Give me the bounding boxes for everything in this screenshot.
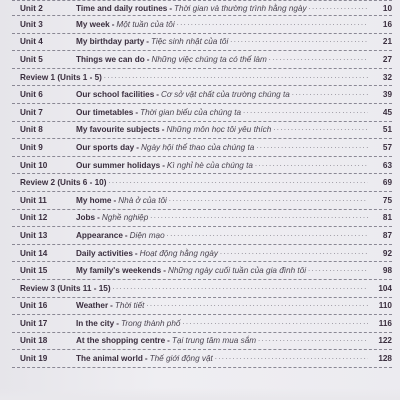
unit-label: Unit 14	[20, 248, 48, 258]
title-separator: -	[136, 142, 139, 152]
unit-title: The animal world	[76, 354, 143, 364]
unit-title-vietnamese: Những ngày cuối tuần của gia đình tôi	[167, 266, 307, 276]
unit-title-vietnamese: Tại trung tâm mua sắm	[171, 336, 257, 346]
title-separator: -	[161, 125, 165, 135]
page-number: 10	[382, 3, 392, 13]
dot-leader	[150, 217, 368, 218]
table-of-contents	[12, 0, 392, 368]
title-separator: -	[135, 107, 139, 117]
page-number: 87	[382, 230, 392, 240]
page-number: 128	[378, 354, 392, 364]
title-separator: -	[144, 354, 148, 364]
unit-title: Our timetables	[76, 107, 134, 117]
dot-leader	[182, 323, 368, 324]
page-number: 122	[378, 336, 392, 346]
page-number: 32	[382, 72, 392, 82]
title-separator: -	[167, 336, 170, 346]
unit-label: Unit 18	[20, 336, 48, 346]
unit-title: At the shopping centre	[76, 336, 166, 346]
review-label: Review 3 (Units 11 - 15)	[20, 283, 111, 293]
dot-leader	[255, 165, 368, 166]
page-number: 110	[378, 301, 392, 311]
dot-leader	[108, 182, 368, 183]
page-number: 98	[382, 266, 392, 276]
dot-leader	[269, 59, 368, 60]
unit-title: Weather	[76, 301, 109, 311]
toc-review-row	[12, 280, 392, 298]
toc-unit-row	[12, 122, 392, 140]
toc-unit-row	[12, 34, 392, 52]
dot-leader	[220, 253, 368, 254]
toc-unit-row	[12, 210, 392, 228]
unit-title: Time and daily routines	[76, 3, 168, 13]
page-number: 39	[382, 90, 392, 100]
title-separator: -	[97, 213, 100, 223]
unit-label: Unit 10	[20, 160, 48, 170]
toc-unit-row	[12, 51, 392, 69]
unit-title-vietnamese: Ngày hội thể thao của chúng ta	[140, 142, 255, 152]
toc-unit-row	[12, 262, 392, 280]
unit-title: Our school facilities	[76, 90, 155, 100]
review-label: Review 2 (Units 6 - 10)	[20, 178, 107, 188]
dot-leader	[243, 112, 368, 113]
unit-title-vietnamese: Thời gian và thường trình hằng ngày	[174, 3, 307, 13]
unit-title-vietnamese: Hoạt động hằng ngày	[139, 248, 218, 258]
page-number: 69	[382, 178, 392, 188]
unit-label: Unit 6	[20, 90, 43, 100]
toc-unit-row	[12, 315, 392, 333]
unit-label: Unit 2	[20, 3, 43, 13]
dot-leader	[104, 77, 368, 78]
unit-label: Unit 19	[20, 354, 48, 364]
unit-label: Unit 4	[20, 37, 43, 47]
toc-unit-row	[12, 298, 392, 316]
dot-leader	[215, 358, 368, 359]
dot-leader	[146, 305, 368, 306]
unit-title: Daily activities	[76, 248, 133, 258]
unit-title-vietnamese: Thế giới động vật	[149, 354, 213, 364]
page-number: 16	[382, 19, 392, 29]
unit-title: Appearance	[76, 230, 123, 240]
unit-title-vietnamese: Thời gian biểu của chúng ta	[140, 107, 242, 117]
unit-label: Unit 16	[20, 301, 48, 311]
page-number: 63	[382, 160, 392, 170]
dot-leader	[273, 129, 368, 130]
page-number: 51	[382, 125, 392, 135]
title-separator: -	[134, 248, 138, 258]
unit-title: Our sports day	[76, 142, 135, 152]
page-number: 116	[378, 318, 392, 328]
unit-label: Unit 11	[20, 195, 47, 205]
unit-title: Things we can do	[76, 54, 145, 64]
toc-unit-row	[12, 1, 392, 16]
dot-leader	[230, 41, 368, 42]
unit-title-vietnamese: Tiệc sinh nhật của tôi	[150, 37, 229, 47]
page-number: 45	[382, 107, 392, 117]
title-separator: -	[163, 266, 166, 276]
dot-leader	[292, 94, 368, 95]
unit-title: My week	[76, 19, 110, 29]
page-number: 104	[378, 283, 392, 293]
page-number: 92	[382, 248, 392, 258]
dot-leader	[167, 235, 368, 236]
page-number: 81	[382, 213, 392, 223]
unit-title-vietnamese: Thời tiết	[114, 301, 145, 311]
title-separator: -	[113, 195, 117, 205]
unit-label: Unit 12	[20, 213, 48, 223]
unit-title-vietnamese: Kì nghỉ hè của chúng ta	[166, 160, 253, 170]
review-label: Review 1 (Units 1 - 5)	[20, 72, 102, 82]
unit-label: Unit 8	[20, 125, 43, 135]
unit-title-vietnamese: Những môn học tôi yêu thích	[166, 125, 272, 135]
unit-label: Unit 5	[20, 54, 43, 64]
title-separator: -	[162, 160, 165, 170]
title-separator: -	[111, 19, 115, 29]
title-separator: -	[169, 3, 173, 13]
unit-title-vietnamese: Trong thành phố	[120, 318, 181, 328]
unit-title: My family's weekends	[76, 266, 162, 276]
toc-unit-row	[12, 86, 392, 104]
unit-label: Unit 3	[20, 19, 43, 29]
title-separator: -	[146, 54, 150, 64]
unit-label: Unit 13	[20, 230, 48, 240]
unit-title: My home	[76, 195, 112, 205]
unit-title: My birthday party	[76, 37, 145, 47]
toc-review-row	[12, 174, 392, 192]
unit-title-vietnamese: Những việc chúng ta có thể làm	[151, 54, 267, 64]
dot-leader	[308, 270, 368, 271]
dot-leader	[169, 200, 368, 201]
toc-unit-row	[12, 227, 392, 245]
unit-title: In the city	[76, 318, 115, 328]
title-separator: -	[156, 90, 159, 100]
unit-label: Unit 15	[20, 266, 48, 276]
title-separator: -	[146, 37, 149, 47]
unit-title: Jobs	[76, 213, 96, 223]
page-number: 57	[382, 142, 392, 152]
dot-leader	[113, 288, 368, 289]
page-number: 21	[382, 37, 392, 47]
toc-unit-row	[12, 333, 392, 351]
unit-label: Unit 7	[20, 107, 43, 117]
toc-unit-row	[12, 245, 392, 263]
page-number: 75	[382, 195, 392, 205]
toc-review-row	[12, 69, 392, 87]
unit-label: Unit 17	[20, 318, 48, 328]
unit-title-vietnamese: Cơ sở vật chất của trường chúng ta	[161, 90, 290, 100]
page-number: 27	[382, 54, 392, 64]
unit-title-vietnamese: Diện mạo	[129, 230, 165, 240]
toc-unit-row	[12, 192, 392, 210]
toc-unit-row	[12, 104, 392, 122]
unit-title-vietnamese: Một tuần của tôi	[116, 19, 175, 29]
dot-leader	[177, 24, 368, 25]
toc-unit-row	[12, 157, 392, 175]
title-separator: -	[116, 318, 119, 328]
unit-label: Unit 9	[20, 142, 43, 152]
title-separator: -	[110, 301, 113, 311]
unit-title: Our summer holidays	[76, 160, 161, 170]
unit-title-vietnamese: Nhà ở của tôi	[118, 195, 167, 205]
toc-unit-row	[12, 139, 392, 157]
unit-title: My favourite subjects	[76, 125, 160, 135]
title-separator: -	[124, 230, 128, 240]
page-cut-edge	[0, 388, 400, 400]
toc-unit-row	[12, 16, 392, 34]
toc-unit-row	[12, 350, 392, 368]
unit-title-vietnamese: Nghề nghiệp	[101, 213, 149, 223]
dot-leader	[309, 8, 368, 9]
dot-leader	[256, 147, 368, 148]
dot-leader	[258, 340, 368, 341]
